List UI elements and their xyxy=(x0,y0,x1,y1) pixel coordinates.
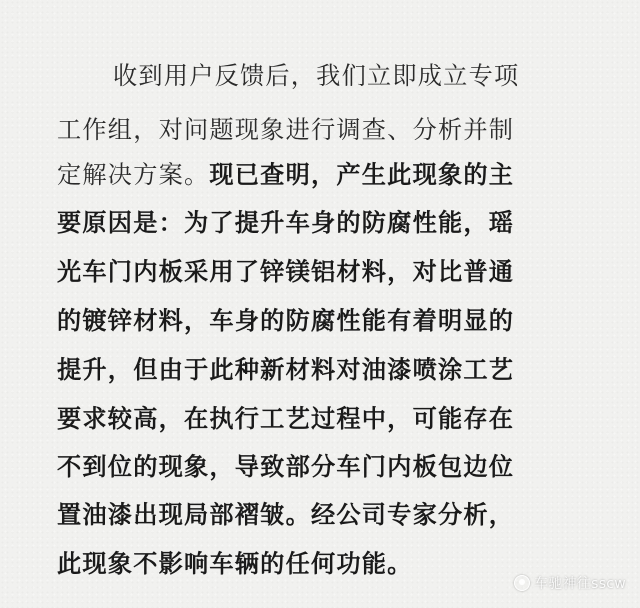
paragraph-line-3-regular: 定解决方案。 xyxy=(57,161,210,189)
watermark xyxy=(514,572,626,594)
paragraph-line-8: 要求较高，在执行工艺过程中，可能存在 xyxy=(57,405,515,433)
paragraph-line-9: 不到位的现象，导致部分车门内板包边位 xyxy=(57,453,515,481)
paragraph-line-6: 的镀锌材料，车身的防腐性能有着明显的 xyxy=(57,307,515,335)
paragraph-line-3 xyxy=(57,157,587,193)
brand-logo-icon xyxy=(514,575,530,591)
paragraph-line-2: 工作组，对问题现象进行调查、分析并制 xyxy=(57,116,515,144)
paragraph-line-3-bold: 现已查明，产生此现象的主 xyxy=(209,161,515,189)
watermark-text: 车驰神往sscw xyxy=(534,576,626,592)
paragraph-line-11: 此现象不影响车辆的任何功能。 xyxy=(57,550,413,578)
paragraph-line-7: 提升，但由于此种新材料对油漆喷涂工艺 xyxy=(57,356,515,384)
paragraph-line-10: 置油漆出现局部褶皱。经公司专家分析， xyxy=(57,501,515,529)
paragraph-line-4: 要原因是：为了提升车身的防腐性能，瑶 xyxy=(57,209,515,237)
paragraph-line-5: 光车门内板采用了锌镁铝材料，对比普通 xyxy=(57,258,515,286)
paragraph-line-1: 收到用户反馈后，我们立即成立专项 xyxy=(113,62,520,90)
